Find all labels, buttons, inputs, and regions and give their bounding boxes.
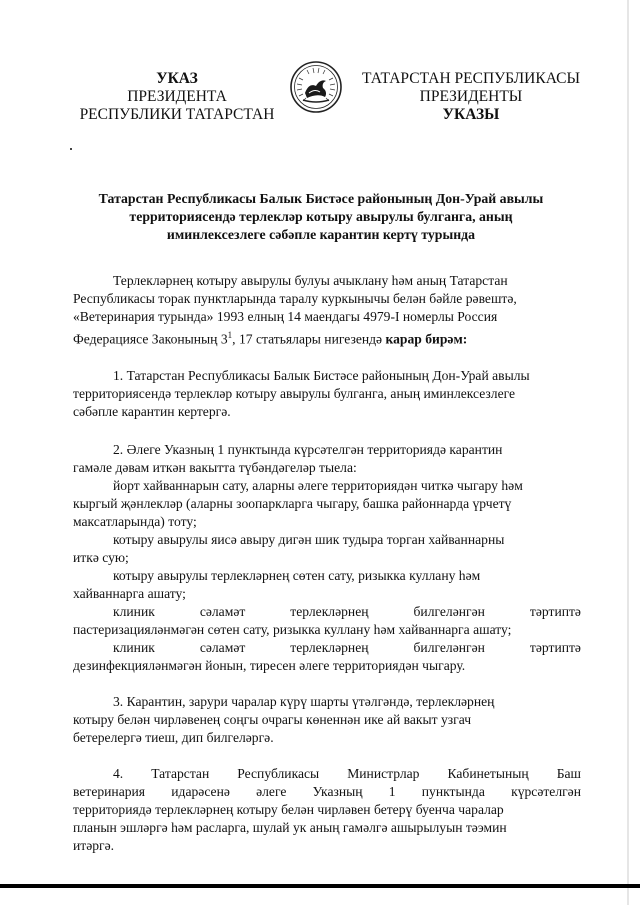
text-line: территориясендә терлекләр котыру авырулы булганга, аның иминлексезлеге — [73, 385, 516, 401]
word: тәртиптә — [529, 639, 581, 655]
scan-speck — [70, 148, 72, 150]
decree-label-tt: УКАЗЫ — [442, 106, 500, 123]
text-line: котыру авырулы терлекләрнең сөтен сату, ризыкка куллану һәм — [113, 567, 481, 583]
text-line: котыру белән чирләвенең соңгы очрагы көненнән ике ай вакыт узгач — [73, 711, 472, 727]
spaced-line — [73, 603, 581, 621]
text-fragment: Федерациясе Законының 3 — [73, 331, 228, 347]
item-4 — [73, 765, 581, 855]
text-line: максатларында) тоту; — [73, 513, 197, 529]
scan-edge — [627, 0, 629, 905]
tatarstan-emblem-icon — [289, 60, 343, 114]
text-line: территориядә терлекләрнең котыру белән чирләвен бетерү буенча чаралар — [73, 801, 504, 817]
president-label-ru: ПРЕЗИДЕНТА — [127, 88, 227, 105]
word: сәламәт — [199, 639, 246, 655]
header-left — [70, 70, 284, 124]
text-line: планын эшләргә һәм расларга, шулай ук аның гамәлгә ашырылуын тәэмин — [73, 819, 507, 835]
title-line: иминлексезлеге сәбәпле карантин кертү турында — [166, 227, 476, 242]
word: клиник — [113, 639, 155, 655]
word: билгеләнгән — [413, 639, 485, 655]
document-body — [73, 272, 581, 855]
text-line: итәргә. — [73, 837, 115, 853]
title-line: территориясендә терлекләр котыру авырулы булганга, аның — [129, 209, 513, 224]
word: терлекләрнең — [290, 603, 369, 619]
text-line: 4. Татарстан Республикасы Министрлар Кабинетының Баш — [113, 765, 581, 781]
text-line: иткә сую; — [73, 549, 129, 565]
text-line: «Ветеринария турында» 1993 елның 14 маендагы 4979-I номерлы Россия — [73, 309, 498, 324]
item-2 — [73, 441, 581, 675]
text-line: котыру авырулы яисә авыру дигән шик тудыра торган хайваннарны — [113, 531, 505, 547]
word: сәламәт — [199, 603, 246, 619]
word: тәртиптә — [529, 603, 581, 619]
word: билгеләнгән — [413, 603, 485, 619]
preamble-paragraph — [73, 272, 581, 349]
republic-label-tt: ТАТАРСТАН РЕСПУБЛИКАСЫ — [362, 70, 580, 87]
word: клиник — [113, 603, 155, 619]
text-line: 3. Карантин, зарури чаралар күрү шарты үтәлгәндә, терлекләрнең — [113, 693, 495, 709]
text-line: сәбәпле карантин кертергә. — [73, 403, 231, 419]
text-line: бетерелергә тиеш, дип билгеләргә. — [73, 729, 274, 745]
word: терлекләрнең — [290, 639, 369, 655]
text-line — [73, 326, 581, 349]
superscript: 1 — [227, 330, 233, 340]
text-fragment: , 17 статьялары нигезендә — [232, 331, 386, 347]
document-title — [60, 190, 582, 244]
decree-label-ru: УКАЗ — [156, 70, 198, 87]
text-line: ветеринария идарәсенә әлеге Указның 1 пунктында күрсәтелгән — [73, 783, 581, 799]
resolution-phrase: карар бирәм: — [385, 331, 468, 347]
text-line: Республикасы торак пунктларында таралу куркынычы белән бәйле рәвештә, — [73, 291, 517, 306]
text-line: йорт хайваннарын сату, аларны әлеге территориядән читкә чыгару һәм — [113, 477, 523, 493]
scan-bottom-rule — [0, 884, 640, 888]
item-1 — [73, 367, 581, 421]
title-line: Татарстан Республикасы Балык Бистәсе районының Дон-Урай авылы — [98, 191, 544, 206]
text-line: 1. Татарстан Республикасы Балык Бистәсе районының Дон-Урай авылы — [113, 367, 530, 383]
text-line: дезинфекцияләнмәгән йонын, тиресен әлеге территориядән чыгару. — [73, 657, 466, 673]
text-line: гамәле дәвам иткән вакытта түбәндәгеләр тыела: — [73, 459, 357, 475]
text-line: Терлекләрнең котыру авырулы булуы ачыклану һәм аның Татарстан — [113, 273, 508, 288]
spaced-line — [73, 639, 581, 657]
text-line: кыргый җәнлекләр (аларны зоопаркларга чыгару, башка районнарда үрчетү — [73, 495, 512, 511]
text-line: пастеризацияләнмәгән сөтен сату, ризыкка куллану һәм хайваннарга ашату; — [73, 621, 512, 637]
president-label-tt: ПРЕЗИДЕНТЫ — [419, 88, 523, 105]
text-line: 2. Әлеге Указның 1 пунктында күрсәтелгән территориядә карантин — [113, 441, 503, 457]
republic-label-ru: РЕСПУБЛИКИ ТАТАРСТАН — [79, 106, 275, 123]
item-3 — [73, 693, 581, 747]
header-right — [362, 70, 580, 124]
text-line: хайваннарга ашату; — [73, 585, 186, 601]
